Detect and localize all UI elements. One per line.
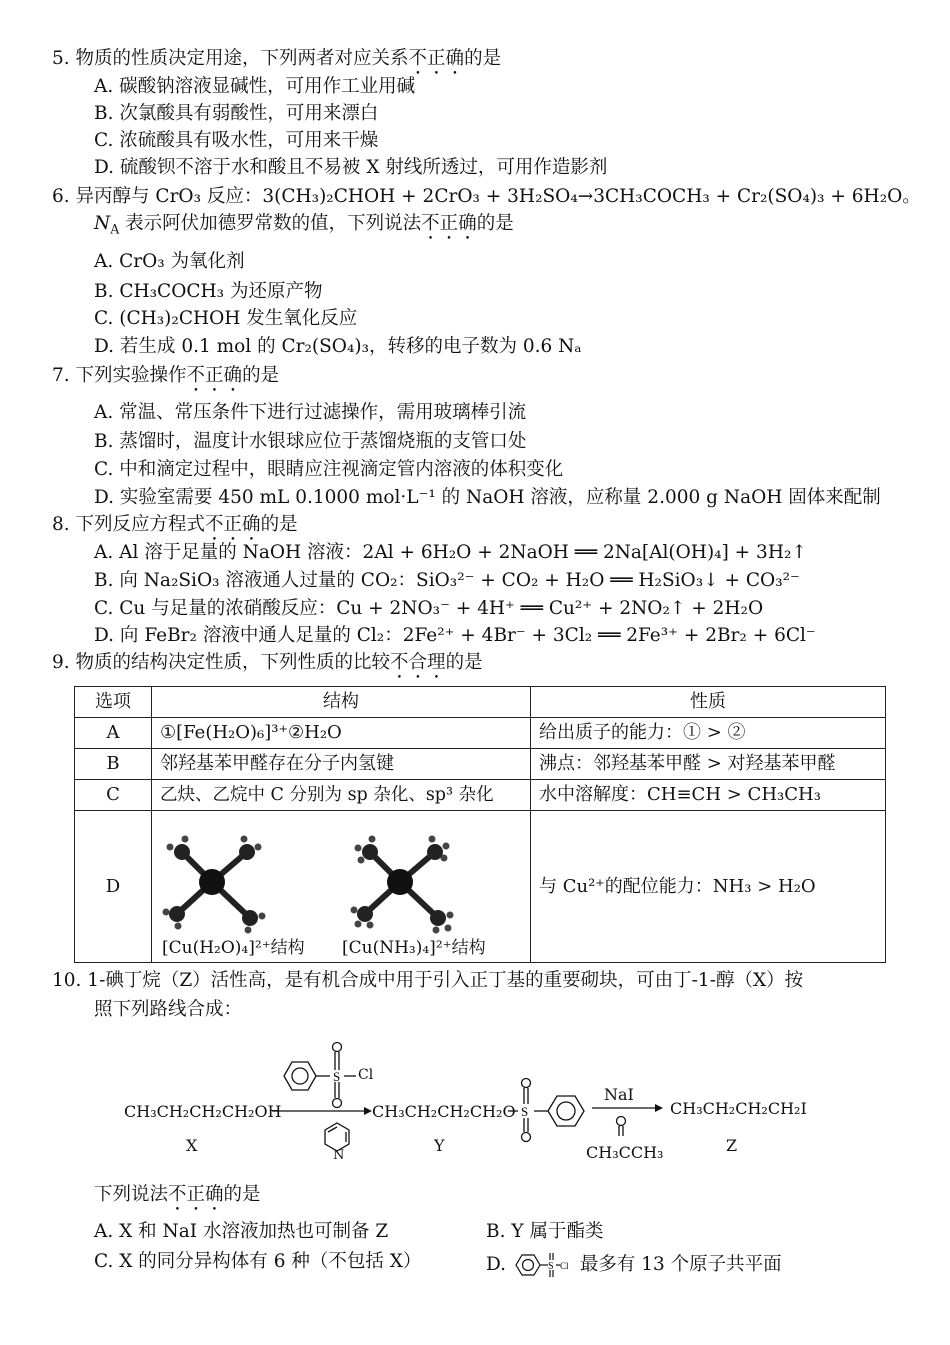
q6-option-a: A. CrO₃ 为氧化剂 xyxy=(94,251,245,272)
q8-option-c: C. Cu 与足量的浓硝酸反应：Cu + 2NO₃⁻ + 4H⁺ ══ Cu²⁺ + 2NO₂↑ + 2H₂O xyxy=(94,598,764,619)
cu-nh3-complex-molecule xyxy=(351,835,454,933)
svg-text:S: S xyxy=(547,1261,554,1272)
table-header-cell: 选项 xyxy=(75,687,152,718)
q10-sub-stem: 下列说法不正确的是 xyxy=(94,1184,261,1205)
reaction-scheme xyxy=(0,1030,950,1170)
q5-option-a: A. 碳酸钠溶液显碱性，可用作工业用碱 xyxy=(94,76,416,97)
table-row xyxy=(75,749,886,780)
chlorine-label: Cl xyxy=(358,1067,374,1083)
table-row xyxy=(75,718,886,749)
table-cell-structures xyxy=(152,811,531,963)
z-formula: CH₃CH₂CH₂CH₂I xyxy=(670,1099,807,1118)
cu-nh3-structure-label: [Cu(NH₃)₄]²⁺结构 xyxy=(342,938,486,958)
y-formula: CH₃CH₂CH₂CH₂O xyxy=(372,1102,516,1121)
q5-option-b: B. 次氯酸具有弱酸性，可用来漂白 xyxy=(94,103,379,124)
q10-option-d: D. S Cl 最多有 13 个原子共平面 xyxy=(486,1250,782,1280)
table-header-cell: 结构 xyxy=(152,687,531,718)
q6-stem-line2: $N_A$ 表示阿伏加德罗常数的值，下列说法不正确的是 xyxy=(94,213,514,237)
table-cell: C xyxy=(75,780,152,811)
q6-stem-line1: 6. 异丙醇与 CrO₃ 反应：3(CH₃)₂CHOH + 2CrO₃ + 3H₂SO₄→3CH₃COCH₃ + Cr₂(SO₄)₃ + 6H₂O。 xyxy=(52,186,921,207)
q10-option-b: B. Y 属于酯类 xyxy=(486,1221,604,1242)
table-cell: 沸点：邻羟基苯甲醛 > 对羟基苯甲醛 xyxy=(531,749,886,780)
table-row xyxy=(75,811,886,963)
pyridine-n-label: N xyxy=(333,1148,345,1163)
x-formula: CH₃CH₂CH₂CH₂OH xyxy=(124,1102,282,1121)
svg-text:S: S xyxy=(521,1104,529,1119)
q9-stem: 9. 物质的结构决定性质，下列性质的比较不合理的是 xyxy=(52,652,483,673)
benzenesulfonyl-chloride-small-icon xyxy=(512,1250,574,1280)
q6-option-d: D. 若生成 0.1 mol 的 Cr₂(SO₄)₃，转移的电子数为 0.6 Nₐ xyxy=(94,336,582,357)
table-cell: 邻羟基苯甲醛存在分子内氢键 xyxy=(152,749,531,780)
q9-table xyxy=(74,686,886,963)
table-cell: 乙炔、乙烷中 C 分别为 sp 杂化、sp³ 杂化 xyxy=(152,780,531,811)
acetone-label: CH₃CCH₃ xyxy=(586,1143,664,1162)
table-cell: B xyxy=(75,749,152,780)
x-label: X xyxy=(186,1136,198,1155)
small-icon-cl-label: Cl xyxy=(559,1261,569,1271)
q8-stem: 8. 下列反应方程式不正确的是 xyxy=(52,514,298,535)
q6-option-c: C. (CH₃)₂CHOH 发生氧化反应 xyxy=(94,308,358,329)
table-cell: 给出质子的能力：① > ② xyxy=(531,718,886,749)
q5-stem: 5. 物质的性质决定用途，下列两者对应关系不正确的是 xyxy=(52,48,502,69)
z-label: Z xyxy=(726,1136,738,1155)
nai-reagent-label: NaI xyxy=(604,1085,634,1104)
table-cell: A xyxy=(75,718,152,749)
q10-option-a: A. X 和 NaI 水溶液加热也可制备 Z xyxy=(94,1221,389,1242)
table-row xyxy=(75,780,886,811)
acetone-structure xyxy=(617,1117,626,1137)
svg-text:S: S xyxy=(333,1069,341,1084)
table-header-cell: 性质 xyxy=(531,687,886,718)
table-cell: D xyxy=(75,811,152,963)
sulfonate-group-structure xyxy=(508,1079,584,1142)
q7-option-b: B. 蒸馏时，温度计水银球应位于蒸馏烧瓶的支管口处 xyxy=(94,431,527,452)
cu-h2o-complex-molecule xyxy=(163,835,266,933)
q7-option-d: D. 实验室需要 450 mL 0.1000 mol·L⁻¹ 的 NaOH 溶液，应称量 2.000 g NaOH 固体来配制 xyxy=(94,487,881,508)
q7-option-a: A. 常温、常压条件下进行过滤操作，需用玻璃棒引流 xyxy=(94,402,527,423)
y-label: Y xyxy=(434,1136,445,1155)
q5-option-d: D. 硫酸钡不溶于水和酸且不易被 X 射线所透过，可用作造影剂 xyxy=(94,157,608,178)
q8-option-a: A. Al 溶于足量的 NaOH 溶液：2Al + 6H₂O + 2NaOH ══ 2Na[Al(OH)₄] + 3H₂↑ xyxy=(94,542,807,563)
q5-option-c: C. 浓硫酸具有吸水性，可用来干燥 xyxy=(94,130,379,151)
reaction-scheme-graphics xyxy=(0,1030,950,1170)
cu-h2o-structure-label: [Cu(H₂O)₄]²⁺结构 xyxy=(162,938,305,958)
q10-stem-line2: 照下列路线合成： xyxy=(94,999,243,1020)
pyridine-structure xyxy=(325,1123,349,1151)
q10-option-c: C. X 的同分异构体有 6 种（不包括 X） xyxy=(94,1251,422,1272)
q6-option-b: B. CH₃COCH₃ 为还原产物 xyxy=(94,281,323,302)
q10-stem-line1: 10. 1-碘丁烷（Z）活性高，是有机合成中用于引入正丁基的重要砌块，可由丁-1-醇（X）按 xyxy=(52,970,804,991)
q7-stem: 7. 下列实验操作不正确的是 xyxy=(52,365,280,386)
benzenesulfonyl-chloride-structure xyxy=(284,1043,356,1108)
q8-option-d: D. 向 FeBr₂ 溶液中通人足量的 Cl₂：2Fe²⁺ + 4Br⁻ + 3Cl₂ ══ 2Fe³⁺ + 2Br₂ + 6Cl⁻ xyxy=(94,625,816,646)
q7-option-c: C. 中和滴定过程中，眼睛应注视滴定管内溶液的体积变化 xyxy=(94,459,564,480)
table-header-row xyxy=(75,687,886,718)
q8-option-b: B. 向 Na₂SiO₃ 溶液通人过量的 CO₂：SiO₃²⁻ + CO₂ + H₂O ══ H₂SiO₃↓ + CO₃²⁻ xyxy=(94,570,800,591)
table-cell: ①[Fe(H₂O)₆]³⁺②H₂O xyxy=(152,718,531,749)
table-cell: 与 Cu²⁺的配位能力：NH₃ > H₂O xyxy=(531,811,886,963)
table-cell: 水中溶解度：CH≡CH > CH₃CH₃ xyxy=(531,780,886,811)
